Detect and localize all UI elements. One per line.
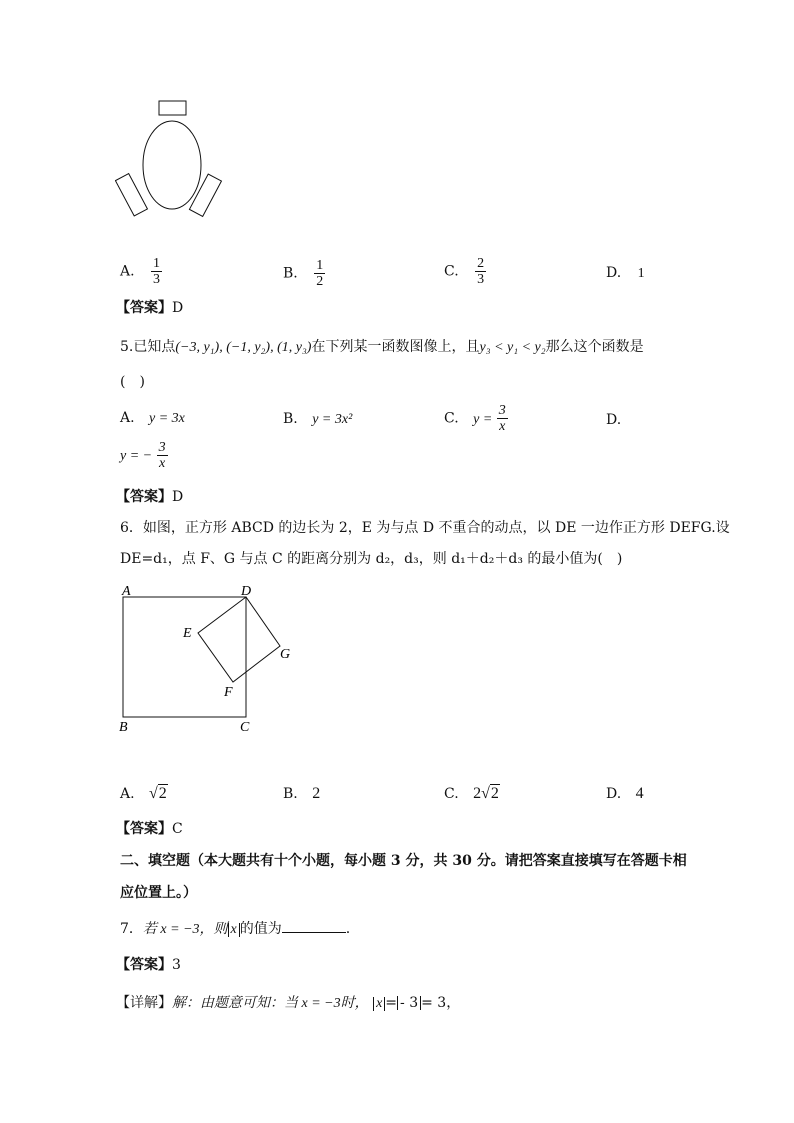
label-g: G <box>280 647 291 662</box>
q6-option-d: D. 4 <box>606 785 644 802</box>
q4-option-d: D. 1 <box>606 265 645 281</box>
q6-stem-line2: DE=d₁，点 F、G 与点 C 的距离分别为 d₂，d₃，则 d₁＋d₂＋d₃ 的最小值为( ) <box>120 551 623 567</box>
seating-figure <box>115 95 235 225</box>
q7-detail: 【详解】解：由题意可知：当 x = −3时， x = - 3 = 3， <box>116 995 461 1011</box>
q5-option-b: B. y = 3x² <box>283 411 353 427</box>
label-b: B <box>119 720 128 735</box>
q5-option-d: y = − $\frac{3}{x}$ <box>120 440 166 471</box>
q6-option-a: A. √2 <box>120 785 167 802</box>
left-seat <box>115 174 147 216</box>
q6-stem-line1: 6．如图，正方形 ABCD 的边长为 2，E 为与点 D 不重合的动点，以 DE 一边作正方形 DEFG.设 <box>120 520 730 536</box>
q4-option-c: C. $\frac{2}{3}$ <box>444 256 485 287</box>
q4-answer: 【答案】D <box>116 300 184 316</box>
q5-option-a: A. y = 3x <box>120 410 185 426</box>
label-d: D <box>241 584 252 599</box>
q5-option-d-letter: D. <box>606 412 622 428</box>
q6-answer: 【答案】C <box>116 821 183 837</box>
q5-option-c: C. y = $\frac{3}{x}$ <box>444 403 506 434</box>
square-defg <box>198 597 280 682</box>
label-c: C <box>240 720 250 735</box>
q4-option-b: B. $\frac{1}{2}$ <box>283 258 324 289</box>
square-figure <box>112 578 302 738</box>
right-seat <box>189 174 221 216</box>
section-heading-line1: 二、填空题（本大题共有十个小题，每小题 3 分，共 30 分。请把答案直接填写在答题卡相 <box>120 853 687 869</box>
oval-table <box>143 121 201 209</box>
q5-answer: 【答案】D <box>116 489 184 505</box>
q7-stem: 7．若 x = −3，则 x 的值为 . <box>120 921 351 937</box>
label-e: E <box>183 626 192 641</box>
q6-option-c: C. 2√2 <box>444 785 499 802</box>
section-heading-line2: 应位置上。） <box>120 885 197 901</box>
label-a: A <box>122 584 131 599</box>
label-f: F <box>224 685 233 700</box>
q4-option-a: A. $\frac{1}{3}$ <box>120 256 161 287</box>
top-seat <box>159 101 186 115</box>
answer-blank <box>282 920 346 933</box>
q6-option-b: B. 2 <box>283 785 321 802</box>
q7-answer: 【答案】3 <box>116 957 181 973</box>
q5-stem: 5.已知点(−3, y₁), (−1, y₂), (1, y₃)在下列某一函数图像上，且y₃ < y₁ < y₂那么这个函数是 <box>120 339 644 355</box>
q5-paren: ( ) <box>120 374 145 390</box>
